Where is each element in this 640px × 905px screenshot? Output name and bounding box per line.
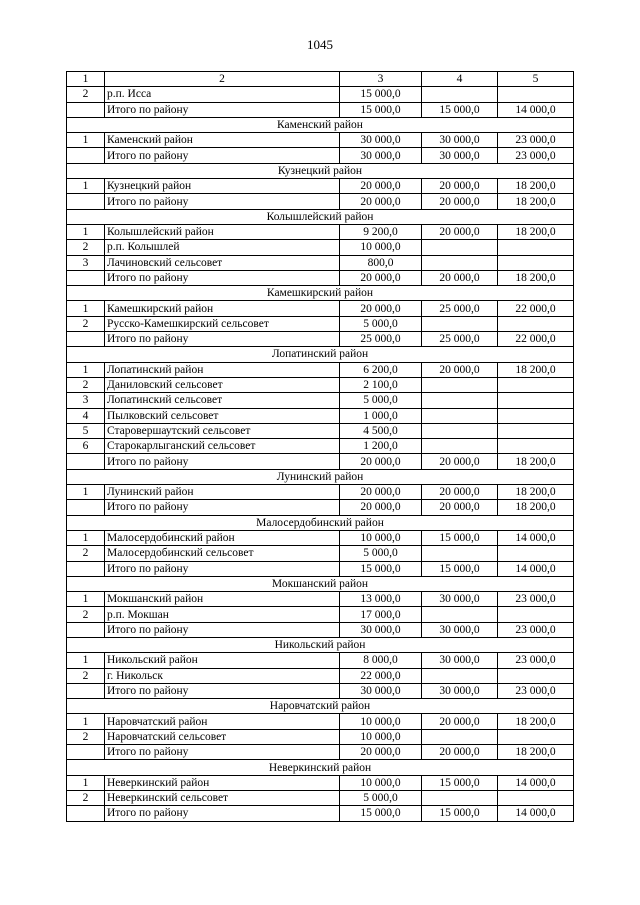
row-col4-cell xyxy=(422,668,498,683)
table-row xyxy=(67,301,574,316)
row-col3-cell: 25 000,0 xyxy=(340,332,422,347)
table-row xyxy=(67,729,574,744)
row-col4-cell: 20 000,0 xyxy=(422,194,498,209)
row-number-cell xyxy=(67,454,105,469)
row-name-cell: Малосердобинский район xyxy=(105,530,340,545)
row-name-cell: Русско-Камешкирский сельсовет xyxy=(105,316,340,331)
row-col4-cell: 20 000,0 xyxy=(422,454,498,469)
section-title: Каменский район xyxy=(67,117,574,132)
section-row xyxy=(67,117,574,132)
row-col3-cell: 10 000,0 xyxy=(340,530,422,545)
row-name-cell: Наровчатский сельсовет xyxy=(105,729,340,744)
row-col5-cell: 18 200,0 xyxy=(498,745,574,760)
row-col3-cell: 6 200,0 xyxy=(340,362,422,377)
row-col5-cell xyxy=(498,408,574,423)
row-col4-cell xyxy=(422,377,498,392)
row-col4-cell: 20 000,0 xyxy=(422,179,498,194)
row-col3-cell: 20 000,0 xyxy=(340,485,422,500)
table-row xyxy=(67,439,574,454)
table-row xyxy=(67,668,574,683)
page-number: 1045 xyxy=(307,37,333,52)
row-col4-cell: 20 000,0 xyxy=(422,224,498,239)
row-name-cell: Лопатинский сельсовет xyxy=(105,393,340,408)
row-col5-cell: 18 200,0 xyxy=(498,224,574,239)
row-col5-cell xyxy=(498,393,574,408)
row-col4-cell: 30 000,0 xyxy=(422,148,498,163)
row-col3-cell: 13 000,0 xyxy=(340,592,422,607)
table-row xyxy=(67,622,574,637)
row-col4-cell xyxy=(422,408,498,423)
table-row xyxy=(67,194,574,209)
row-number-cell: 2 xyxy=(67,729,105,744)
table-row xyxy=(67,485,574,500)
row-name-cell: Итого по району xyxy=(105,454,340,469)
header-row xyxy=(67,72,574,87)
table-row xyxy=(67,592,574,607)
row-number-cell: 1 xyxy=(67,653,105,668)
table-row xyxy=(67,87,574,102)
section-title: Лопатинский район xyxy=(67,347,574,362)
row-number-cell: 4 xyxy=(67,408,105,423)
table-row xyxy=(67,653,574,668)
row-number-cell: 1 xyxy=(67,362,105,377)
row-number-cell: 1 xyxy=(67,301,105,316)
row-name-cell: Лунинский район xyxy=(105,485,340,500)
row-col5-cell xyxy=(498,439,574,454)
row-name-cell: Колышлейский район xyxy=(105,224,340,239)
row-col3-cell: 8 000,0 xyxy=(340,653,422,668)
table-row xyxy=(67,316,574,331)
row-col5-cell: 18 200,0 xyxy=(498,454,574,469)
table-row xyxy=(67,102,574,117)
row-col4-cell xyxy=(422,423,498,438)
row-name-cell: Старовершаутский сельсовет xyxy=(105,423,340,438)
section-row xyxy=(67,286,574,301)
table-row xyxy=(67,546,574,561)
row-col5-cell: 23 000,0 xyxy=(498,592,574,607)
section-title: Никольский район xyxy=(67,637,574,652)
table-row xyxy=(67,148,574,163)
row-col3-cell: 15 000,0 xyxy=(340,102,422,117)
row-col3-cell: 30 000,0 xyxy=(340,683,422,698)
row-col4-cell: 30 000,0 xyxy=(422,133,498,148)
row-name-cell: Итого по району xyxy=(105,561,340,576)
row-col4-cell: 15 000,0 xyxy=(422,561,498,576)
table-row xyxy=(67,530,574,545)
row-col4-cell: 20 000,0 xyxy=(422,714,498,729)
row-col4-cell: 30 000,0 xyxy=(422,653,498,668)
row-number-cell xyxy=(67,561,105,576)
row-name-cell: Итого по району xyxy=(105,270,340,285)
row-name-cell: Наровчатский район xyxy=(105,714,340,729)
table-row xyxy=(67,408,574,423)
row-col5-cell xyxy=(498,790,574,805)
row-number-cell: 3 xyxy=(67,255,105,270)
header-cell-2: 2 xyxy=(105,72,340,87)
table-row xyxy=(67,224,574,239)
table-row xyxy=(67,683,574,698)
row-name-cell: Каменский район xyxy=(105,133,340,148)
row-col5-cell: 18 200,0 xyxy=(498,194,574,209)
section-title: Мокшанский район xyxy=(67,576,574,591)
row-col3-cell: 5 000,0 xyxy=(340,393,422,408)
section-row xyxy=(67,163,574,178)
budget-table xyxy=(66,71,574,822)
row-name-cell: Итого по району xyxy=(105,622,340,637)
row-col4-cell: 30 000,0 xyxy=(422,683,498,698)
section-row xyxy=(67,699,574,714)
table-row xyxy=(67,423,574,438)
row-col3-cell: 10 000,0 xyxy=(340,775,422,790)
row-col3-cell: 5 000,0 xyxy=(340,546,422,561)
row-col3-cell: 4 500,0 xyxy=(340,423,422,438)
table-body xyxy=(67,72,574,822)
row-number-cell: 1 xyxy=(67,530,105,545)
section-row xyxy=(67,760,574,775)
row-col3-cell: 10 000,0 xyxy=(340,240,422,255)
row-col4-cell: 20 000,0 xyxy=(422,270,498,285)
row-name-cell: Даниловский сельсовет xyxy=(105,377,340,392)
section-row xyxy=(67,515,574,530)
table-row xyxy=(67,790,574,805)
row-number-cell: 2 xyxy=(67,790,105,805)
row-col3-cell: 30 000,0 xyxy=(340,622,422,637)
row-col5-cell: 23 000,0 xyxy=(498,133,574,148)
row-col5-cell xyxy=(498,668,574,683)
row-number-cell xyxy=(67,194,105,209)
table-row xyxy=(67,332,574,347)
table-row xyxy=(67,607,574,622)
row-number-cell: 2 xyxy=(67,377,105,392)
table-row xyxy=(67,500,574,515)
row-name-cell: Итого по району xyxy=(105,332,340,347)
row-col5-cell xyxy=(498,87,574,102)
row-col4-cell xyxy=(422,316,498,331)
row-name-cell: Итого по району xyxy=(105,745,340,760)
row-name-cell: Итого по району xyxy=(105,194,340,209)
section-row xyxy=(67,209,574,224)
row-number-cell xyxy=(67,270,105,285)
row-col5-cell: 18 200,0 xyxy=(498,500,574,515)
table-row xyxy=(67,270,574,285)
row-col3-cell: 30 000,0 xyxy=(340,148,422,163)
row-number-cell xyxy=(67,148,105,163)
row-number-cell xyxy=(67,683,105,698)
header-cell-3: 3 xyxy=(340,72,422,87)
row-col5-cell: 14 000,0 xyxy=(498,806,574,821)
row-number-cell: 1 xyxy=(67,224,105,239)
row-name-cell: р.п. Колышлей xyxy=(105,240,340,255)
section-row xyxy=(67,576,574,591)
row-col3-cell: 30 000,0 xyxy=(340,133,422,148)
section-title: Неверкинский район xyxy=(67,760,574,775)
row-number-cell xyxy=(67,622,105,637)
row-name-cell: Лопатинский район xyxy=(105,362,340,377)
row-number-cell: 6 xyxy=(67,439,105,454)
row-col5-cell: 18 200,0 xyxy=(498,362,574,377)
row-name-cell: Неверкинский район xyxy=(105,775,340,790)
row-col5-cell: 14 000,0 xyxy=(498,561,574,576)
row-col3-cell: 20 000,0 xyxy=(340,454,422,469)
row-col3-cell: 10 000,0 xyxy=(340,729,422,744)
row-col3-cell: 20 000,0 xyxy=(340,301,422,316)
table-row xyxy=(67,377,574,392)
header-cell-1: 1 xyxy=(67,72,105,87)
row-col5-cell: 18 200,0 xyxy=(498,270,574,285)
row-col4-cell: 25 000,0 xyxy=(422,301,498,316)
row-col3-cell: 5 000,0 xyxy=(340,316,422,331)
row-col4-cell: 30 000,0 xyxy=(422,622,498,637)
row-number-cell: 1 xyxy=(67,485,105,500)
row-number-cell: 2 xyxy=(67,668,105,683)
row-col5-cell: 18 200,0 xyxy=(498,714,574,729)
row-number-cell: 5 xyxy=(67,423,105,438)
row-col5-cell: 18 200,0 xyxy=(498,179,574,194)
row-number-cell: 1 xyxy=(67,179,105,194)
row-col4-cell: 15 000,0 xyxy=(422,775,498,790)
row-col5-cell xyxy=(498,316,574,331)
row-col5-cell: 14 000,0 xyxy=(498,775,574,790)
row-name-cell: Никольский район xyxy=(105,653,340,668)
row-number-cell: 2 xyxy=(67,240,105,255)
table-row xyxy=(67,714,574,729)
row-number-cell: 2 xyxy=(67,316,105,331)
table-row xyxy=(67,806,574,821)
row-col5-cell: 23 000,0 xyxy=(498,622,574,637)
row-col3-cell: 5 000,0 xyxy=(340,790,422,805)
row-col5-cell xyxy=(498,607,574,622)
row-col5-cell xyxy=(498,255,574,270)
row-number-cell: 2 xyxy=(67,546,105,561)
row-col5-cell: 23 000,0 xyxy=(498,653,574,668)
row-col5-cell: 14 000,0 xyxy=(498,530,574,545)
row-number-cell xyxy=(67,332,105,347)
row-name-cell: Лачиновский сельсовет xyxy=(105,255,340,270)
row-number-cell xyxy=(67,806,105,821)
row-number-cell: 3 xyxy=(67,393,105,408)
table-row xyxy=(67,561,574,576)
row-col5-cell xyxy=(498,729,574,744)
row-col3-cell: 800,0 xyxy=(340,255,422,270)
row-col3-cell: 15 000,0 xyxy=(340,87,422,102)
table-row xyxy=(67,775,574,790)
section-title: Камешкирский район xyxy=(67,286,574,301)
table-row xyxy=(67,745,574,760)
row-col3-cell: 20 000,0 xyxy=(340,270,422,285)
row-col4-cell xyxy=(422,790,498,805)
row-name-cell: Малосердобинский сельсовет xyxy=(105,546,340,561)
section-title: Кузнецкий район xyxy=(67,163,574,178)
row-col4-cell: 25 000,0 xyxy=(422,332,498,347)
row-col5-cell xyxy=(498,423,574,438)
row-col4-cell xyxy=(422,255,498,270)
row-col4-cell: 20 000,0 xyxy=(422,745,498,760)
row-number-cell: 1 xyxy=(67,133,105,148)
row-col5-cell xyxy=(498,377,574,392)
row-name-cell: Пылковский сельсовет xyxy=(105,408,340,423)
row-number-cell: 2 xyxy=(67,607,105,622)
row-col3-cell: 15 000,0 xyxy=(340,806,422,821)
row-col4-cell xyxy=(422,87,498,102)
row-col4-cell: 15 000,0 xyxy=(422,806,498,821)
row-number-cell xyxy=(67,102,105,117)
section-row xyxy=(67,469,574,484)
row-name-cell: г. Никольск xyxy=(105,668,340,683)
table-row xyxy=(67,362,574,377)
row-col4-cell xyxy=(422,240,498,255)
row-col3-cell: 22 000,0 xyxy=(340,668,422,683)
row-col5-cell: 23 000,0 xyxy=(498,683,574,698)
row-col4-cell xyxy=(422,607,498,622)
row-name-cell: р.п. Исса xyxy=(105,87,340,102)
row-col4-cell: 20 000,0 xyxy=(422,485,498,500)
row-col3-cell: 15 000,0 xyxy=(340,561,422,576)
table-row xyxy=(67,255,574,270)
row-name-cell: Итого по району xyxy=(105,806,340,821)
row-number-cell: 2 xyxy=(67,87,105,102)
row-col4-cell: 15 000,0 xyxy=(422,102,498,117)
row-col3-cell: 20 000,0 xyxy=(340,179,422,194)
row-col5-cell xyxy=(498,240,574,255)
row-col3-cell: 20 000,0 xyxy=(340,194,422,209)
row-number-cell: 1 xyxy=(67,714,105,729)
section-title: Лунинский район xyxy=(67,469,574,484)
section-title: Наровчатский район xyxy=(67,699,574,714)
row-col3-cell: 9 200,0 xyxy=(340,224,422,239)
row-name-cell: Неверкинский сельсовет xyxy=(105,790,340,805)
row-col5-cell: 23 000,0 xyxy=(498,148,574,163)
header-cell-5: 5 xyxy=(498,72,574,87)
row-col4-cell: 20 000,0 xyxy=(422,500,498,515)
section-title: Малосердобинский район xyxy=(67,515,574,530)
table-row xyxy=(67,393,574,408)
row-col3-cell: 20 000,0 xyxy=(340,745,422,760)
row-name-cell: Итого по району xyxy=(105,102,340,117)
row-col3-cell: 17 000,0 xyxy=(340,607,422,622)
row-col3-cell: 20 000,0 xyxy=(340,500,422,515)
row-col4-cell xyxy=(422,439,498,454)
row-number-cell: 1 xyxy=(67,775,105,790)
section-title: Колышлейский район xyxy=(67,209,574,224)
row-col4-cell: 30 000,0 xyxy=(422,592,498,607)
row-col4-cell: 20 000,0 xyxy=(422,362,498,377)
row-name-cell: Кузнецкий район xyxy=(105,179,340,194)
table-row xyxy=(67,179,574,194)
row-name-cell: Итого по району xyxy=(105,148,340,163)
row-name-cell: Мокшанский район xyxy=(105,592,340,607)
row-name-cell: р.п. Мокшан xyxy=(105,607,340,622)
row-col4-cell xyxy=(422,546,498,561)
row-number-cell: 1 xyxy=(67,592,105,607)
row-name-cell: Итого по району xyxy=(105,683,340,698)
row-name-cell: Итого по району xyxy=(105,500,340,515)
table-row xyxy=(67,240,574,255)
row-col3-cell: 1 000,0 xyxy=(340,408,422,423)
row-col5-cell xyxy=(498,546,574,561)
row-number-cell xyxy=(67,745,105,760)
row-col5-cell: 14 000,0 xyxy=(498,102,574,117)
row-col4-cell xyxy=(422,729,498,744)
header-cell-4: 4 xyxy=(422,72,498,87)
section-row xyxy=(67,347,574,362)
row-col4-cell xyxy=(422,393,498,408)
row-col3-cell: 2 100,0 xyxy=(340,377,422,392)
row-col3-cell: 10 000,0 xyxy=(340,714,422,729)
table-row xyxy=(67,133,574,148)
row-col3-cell: 1 200,0 xyxy=(340,439,422,454)
row-name-cell: Камешкирский район xyxy=(105,301,340,316)
row-col5-cell: 18 200,0 xyxy=(498,485,574,500)
row-col4-cell: 15 000,0 xyxy=(422,530,498,545)
row-col5-cell: 22 000,0 xyxy=(498,332,574,347)
row-col5-cell: 22 000,0 xyxy=(498,301,574,316)
row-name-cell: Старокарлыганский сельсовет xyxy=(105,439,340,454)
row-number-cell xyxy=(67,500,105,515)
table-row xyxy=(67,454,574,469)
section-row xyxy=(67,637,574,652)
